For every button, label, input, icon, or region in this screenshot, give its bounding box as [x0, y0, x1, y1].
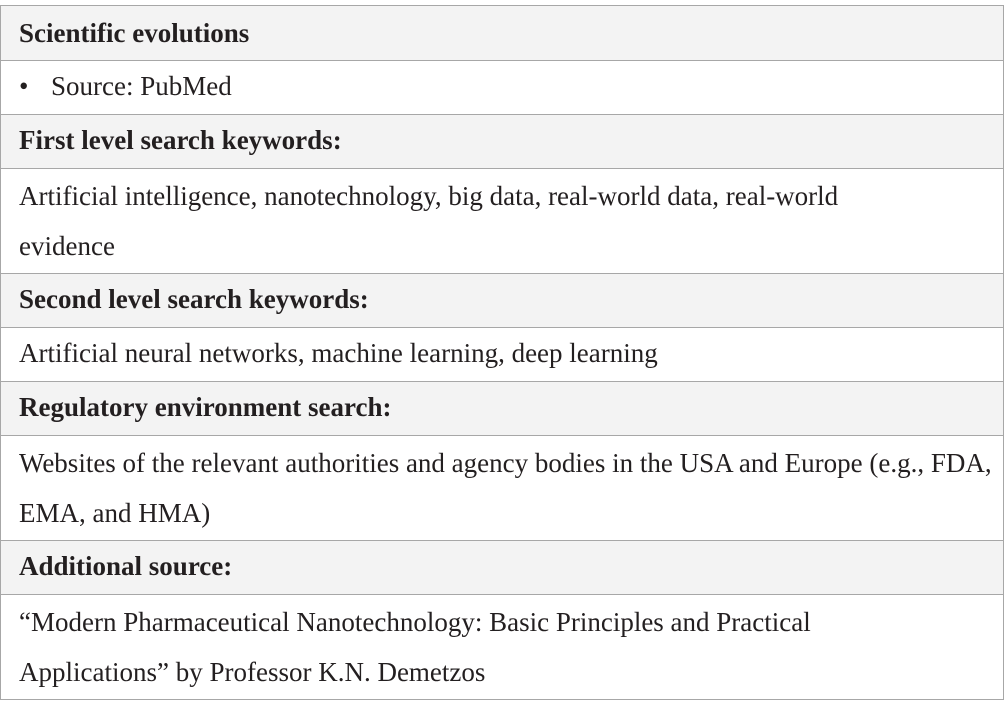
section-header-second-level: [1, 273, 1003, 327]
first-level-keywords-text: Artificial intelligence, nanotechnology, big data, real-world data, real-world evidence: [19, 181, 839, 261]
section-header-text: Additional source:: [19, 551, 233, 581]
regulatory-cell: [1, 435, 1003, 540]
second-level-keywords-text: Artificial neural networks, machine learning, deep learning: [19, 338, 658, 368]
section-header-scientific-evolutions: [1, 6, 1003, 60]
section-header-text: Regulatory environment search:: [19, 392, 392, 422]
bullet-icon: •: [19, 71, 29, 101]
source-text: Source: PubMed: [51, 71, 232, 101]
first-level-keywords-cell: [1, 168, 1003, 273]
search-strategy-table: [0, 5, 1004, 700]
section-header-regulatory: [1, 381, 1003, 435]
regulatory-text: Websites of the relevant authorities and agency bodies in the USA and Europe (e.g., FDA, EMA, and HMA): [19, 448, 992, 528]
section-header-additional-source: [1, 540, 1003, 594]
section-header-text: Second level search keywords:: [19, 284, 369, 314]
section-header-text: First level search keywords:: [19, 125, 342, 155]
section-header-text: Scientific evolutions: [19, 18, 250, 48]
source-row: [1, 60, 1003, 114]
second-level-keywords-cell: [1, 327, 1003, 381]
additional-source-cell: [1, 594, 1003, 699]
additional-source-text: “Modern Pharmaceutical Nanotechnology: Basic Principles and Practical Applications” by Professor K.N. Demetzos: [19, 607, 811, 687]
section-header-first-level: [1, 114, 1003, 168]
